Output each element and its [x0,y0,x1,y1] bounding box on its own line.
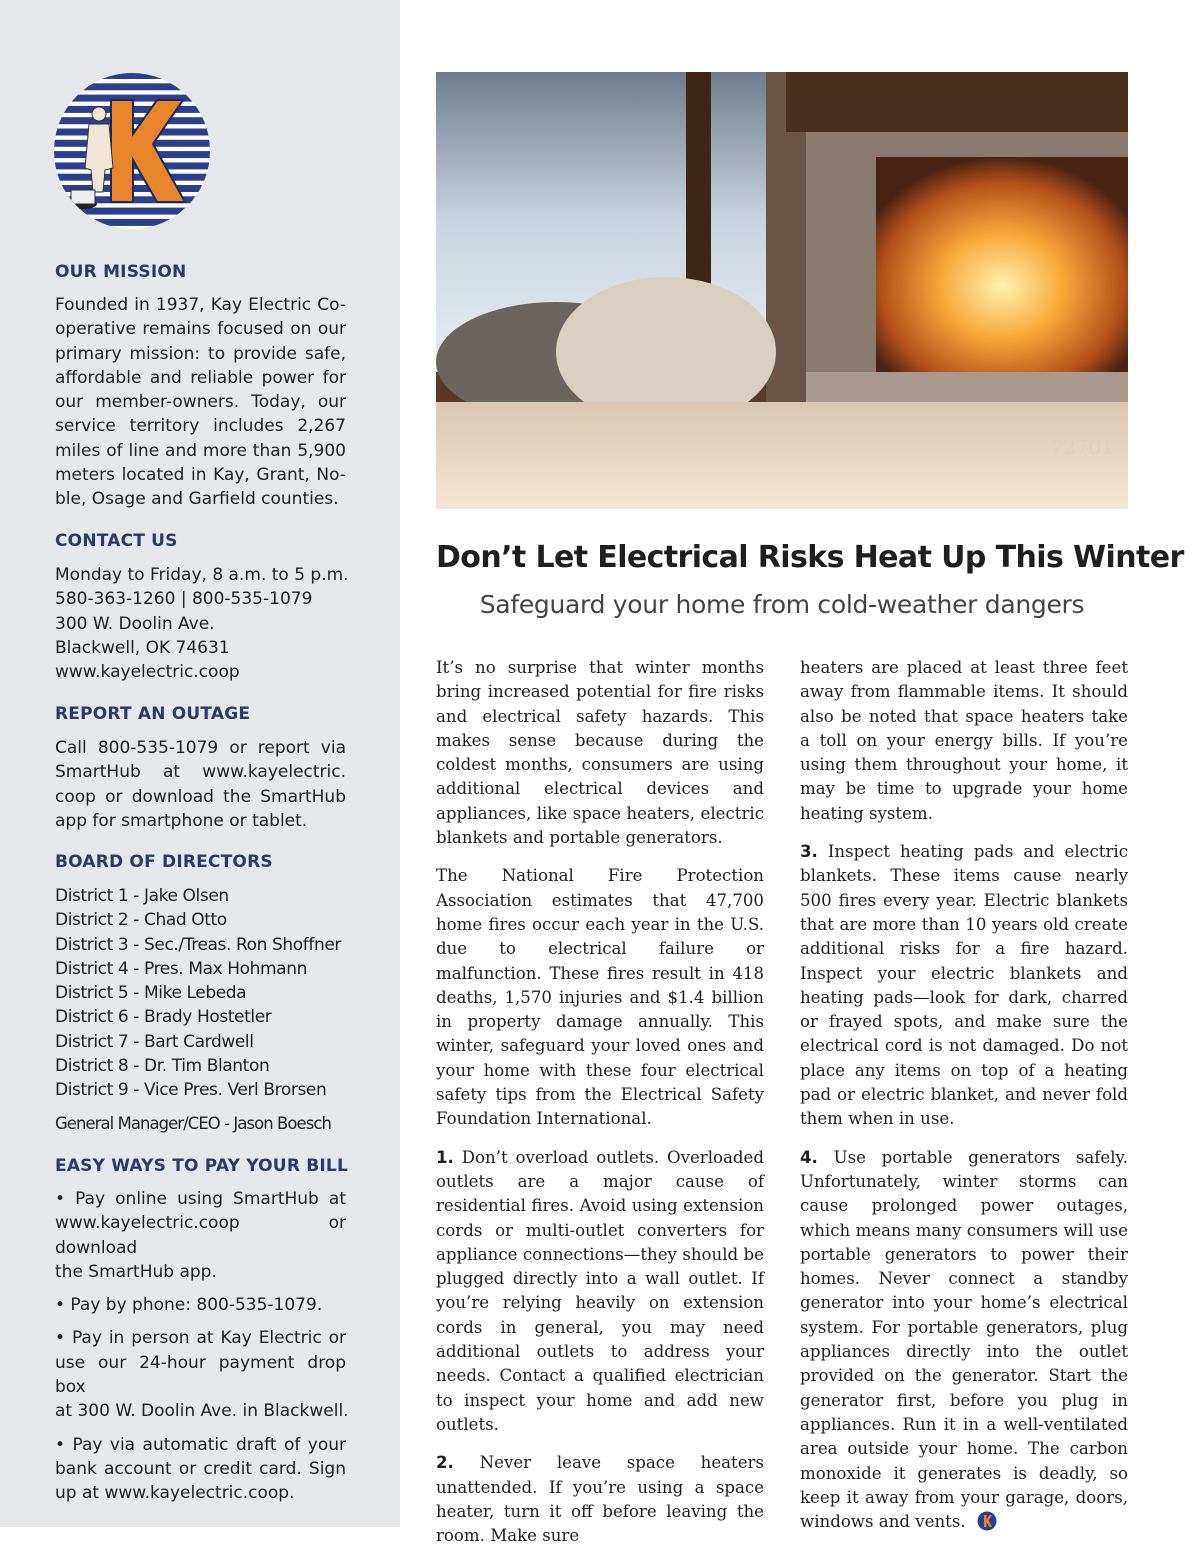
text-line: www.kayelectric.coop or download [55,1213,346,1258]
text-line: District 4 - Pres. Max Hohmann [55,958,307,979]
article-column-1 [436,656,764,1562]
pay-option [55,1293,346,1317]
pay-option [55,1433,346,1506]
text-line: app for smartphone or tablet. [55,810,308,831]
text-line: • Pay via automatic draft of your [55,1434,346,1455]
mission-text [55,293,346,512]
tip-2-end: heaters are placed at least three feet away from flammable items. It should also be noted that space heaters take a toll on your energy bills. If you’re using them throughout your home, it may be time to upgrade your home heating system. [800,658,1128,823]
logo-stripe [53,219,211,226]
text-line: up at www.kayelectric.coop. [55,1483,295,1504]
board-heading: BOARD OF DIRECTORS [55,852,273,872]
text-line: miles of line and more than 5,900 [55,440,346,461]
contact-heading: CONTACT US [55,531,178,551]
statistics-paragraph: The National Fire Protection Association estimates that 47,700 home fires occur each year in the U.S. due to electrical failure or malfunction. These fires result in 418 deaths, 1,570 injuries and $1.4 billion in property damage annually. This winter, safeguard your loved ones and your home with these four electrical safety tips from the Electrical Safety Foundation International. [436,866,764,1129]
tip-2-start: 2. Never leave space heaters unattended. If you’re using a space heater, turn it off before leaving the room. Make sure [436,1453,764,1546]
tip-number: 4. [800,1147,818,1167]
intro-paragraph: It’s no surprise that winter months bring increased potential for fire risks and electrical safety hazards. This makes sense because during the coldest months, consumers are using additional electrical devices and appliances, like space heaters, electric blankets and portable generators. [436,658,764,848]
text-line: the SmartHub app. [55,1261,217,1282]
tip-number: 1. [436,1147,454,1167]
tip-4: 4. Use portable generators safely. Unfortunately, winter storms can cause prolonged power outages, which means many consumers will use portable generators to power their homes. Never connect a standby generator into your home’s electrical system. For portable generators, plug appliances directly into the outlet provided on the generator. Start the generator first, before you plug in appliances. Run it in a well-ventilated area outside your home. The carbon monoxide it generates is deadly, so keep it away from your garage, doors, windows and vents. [800,1147,1128,1532]
text-line: • Pay online using SmartHub at [55,1189,346,1209]
text-line: District 5 - Mike Lebeda [55,983,247,1004]
text-line: coop or download the SmartHub [55,786,346,807]
pay-list [55,1187,349,1515]
text-line: District 3 - Sec./Treas. Ron Shoffner [55,934,341,955]
text-line: SmartHub at www.kayelectric. [55,762,346,783]
tip-3: 3. Inspect heating pads and electric blankets. These items cause nearly 500 fires every year. Electric blankets that are more than 10 years old create additional risks for a fire hazard. Inspect your electric blankets and heating pads—look for dark, charred or frayed spots, and make sure the electrical cord is not damaged. Do not place any items on top of a heating pad or electric blanket, and never fold them when in use. [800,842,1128,1129]
text-line: Call 800-535-1079 or report via [55,738,346,758]
text-line: District 9 - Vice Pres. Verl Brorsen [55,1080,327,1101]
text-line: • Pay in person at Kay Electric or [55,1328,346,1349]
outage-heading: REPORT AN OUTAGE [55,704,251,724]
kay-electric-logo [53,72,211,230]
pay-option [55,1187,346,1284]
kay-logo-end-mark-icon [977,1511,997,1531]
text-line: bank account or credit card. Sign [55,1458,346,1479]
text-line: meters located in Kay, Grant, No- [55,465,346,486]
article-title: Don’t Let Electrical Risks Heat Up This Winter [436,540,1184,575]
text-line: Monday to Friday, 8 a.m. to 5 p.m. [55,565,349,585]
text-line: primary mission: to provide safe, [55,343,346,364]
text-line: District 8 - Dr. Tim Blanton [55,1056,270,1077]
tip-1: 1. Don’t overload outlets. Overloaded outlets are a major cause of residential fires. Avoid using extension cords or multi-outlet converters for appliance connections—they should be plugged directly into a wall outlet. If you’re relying heavily on extension cords in general, you may need additional outlets to address your needs. Contact a qualified electrician to inspect your home and add new outlets. [436,1147,764,1434]
outage-text [55,736,346,833]
text-line: Blackwell, OK 74631 [55,637,230,658]
text-line: at 300 W. Doolin Ave. in Blackwell. [55,1401,349,1422]
fireplace-photo [436,72,1128,509]
mission-heading: OUR MISSION [55,262,187,282]
pay-heading: EASY WAYS TO PAY YOUR BILL [55,1156,348,1176]
logo-stripe [53,208,211,215]
contact-text [55,563,349,684]
pay-option [55,1326,349,1423]
article-column-2 [800,656,1128,1548]
board-list [55,884,346,1103]
text-line: • Pay by phone: 800-535-1079. [55,1295,323,1316]
text-line: www.kayelectric.coop [55,662,240,683]
tip-number: 3. [800,842,818,862]
text-line: use our 24-hour payment drop box [55,1352,346,1398]
text-line: District 7 - Bart Cardwell [55,1031,254,1052]
photo-watermark: 72701 [1050,435,1114,459]
text-line: District 6 - Brady Hostetler [55,1007,272,1028]
text-line: District 2 - Chad Otto [55,910,227,931]
article-subtitle: Safeguard your home from cold-weather dangers [479,590,1085,619]
tip-number: 2. [436,1453,454,1473]
text-line: service territory includes 2,267 [55,416,346,437]
text-line: District 1 - Jake Olsen [55,886,229,906]
text-line: 300 W. Doolin Ave. [55,613,215,634]
text-line: 580-363-1260 | 800-535-1079 [55,589,313,610]
text-line: ble, Osage and Garfield counties. [55,489,339,510]
text-line: Founded in 1937, Kay Electric Co- [55,295,346,315]
text-line: affordable and reliable power for [55,367,346,388]
logo-stripe [53,83,211,90]
text-line: our member-owners. Today, our [55,392,346,413]
general-manager: General Manager/CEO - Jason Boesch [55,1114,331,1133]
text-line: operative remains focused on our [55,319,346,340]
logo-stripe [53,72,211,79]
